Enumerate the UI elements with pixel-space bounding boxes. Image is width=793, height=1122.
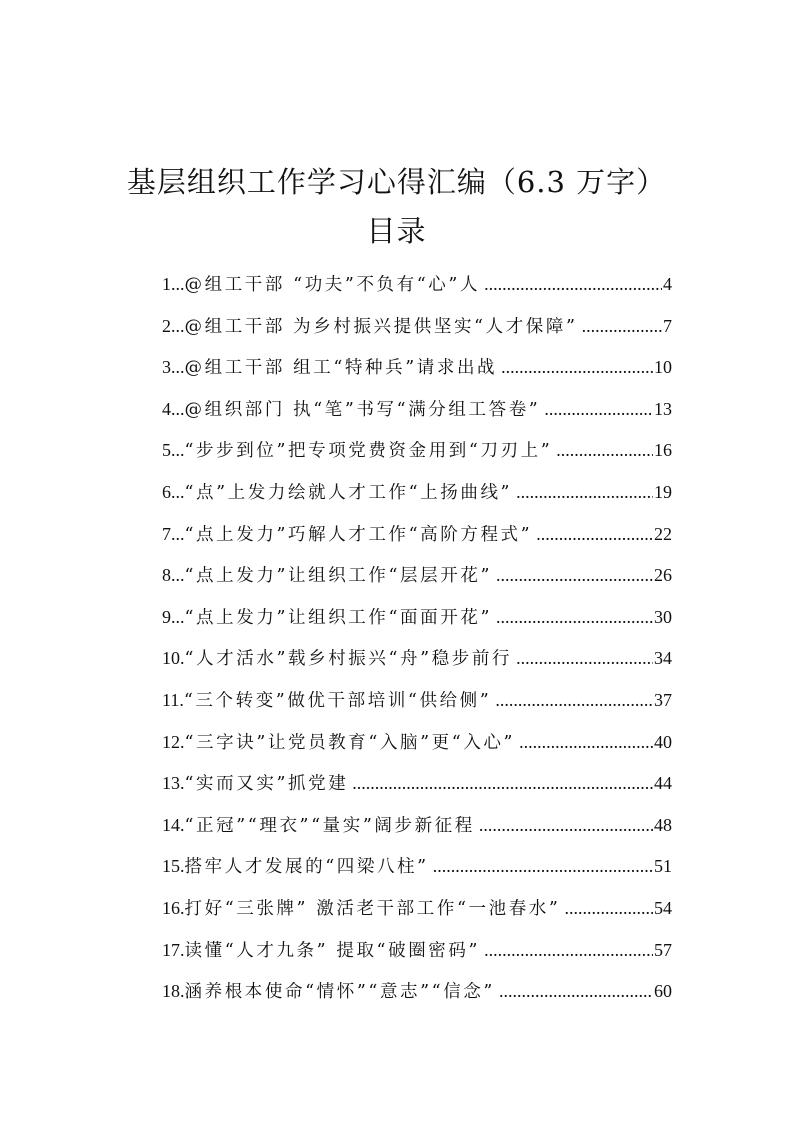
toc-entry[interactable] <box>162 645 672 687</box>
toc-entry-page: 54 <box>654 897 672 918</box>
toc-entry-page: 40 <box>654 731 672 752</box>
toc-entry-number: 10. <box>162 648 185 669</box>
toc-entry-number: 12. <box>162 731 185 752</box>
toc-entry-title: 涵养根本使命“情怀”“意志”“信念” <box>184 982 495 1003</box>
toc-entry-title: 搭牢人才发展的“四梁八柱” <box>184 857 429 878</box>
toc-entry-number: 5... <box>162 440 185 461</box>
toc-entry-page: 22 <box>654 523 672 544</box>
toc-entry-page: 16 <box>654 440 672 461</box>
toc-entry-page: 48 <box>654 814 672 835</box>
toc-entry-number: 4... <box>162 398 185 419</box>
toc-leader-dots <box>501 357 653 378</box>
toc-entry-page: 57 <box>654 939 672 960</box>
toc-entry-title: @组工干部 组工“特种兵”请求出战 <box>184 358 498 379</box>
toc-leader-dots <box>484 274 662 295</box>
toc-entry-page: 13 <box>654 398 672 419</box>
toc-leader-dots <box>484 940 653 961</box>
toc-entry-number: 18. <box>162 981 185 1002</box>
toc-entry[interactable] <box>162 437 672 479</box>
toc-entry-title: “实而又实”抓党建 <box>184 774 349 795</box>
toc-leader-dots <box>544 399 653 420</box>
toc-entry-title: “三个转变”做优干部培训“供给侧” <box>183 690 492 711</box>
toc-entry[interactable] <box>162 604 672 646</box>
toc-entry[interactable] <box>162 895 672 937</box>
toc-leader-dots <box>479 815 653 836</box>
toc-entry[interactable] <box>162 770 672 812</box>
toc-entry-number: 3... <box>162 357 185 378</box>
toc-entry-title: “人才活水”载乡村振兴“舟”稳步前行 <box>184 649 513 670</box>
toc-leader-dots <box>556 440 653 461</box>
toc-entry-page: 51 <box>654 856 672 877</box>
toc-leader-dots <box>519 732 653 753</box>
toc-entry[interactable] <box>162 479 672 521</box>
toc-leader-dots <box>352 773 653 794</box>
toc-entry[interactable] <box>162 687 672 729</box>
toc-entry-title: “步步到位”把专项党费资金用到“刀刃上” <box>184 441 553 462</box>
toc-entry[interactable] <box>162 354 672 396</box>
toc-entry-number: 9... <box>162 606 185 627</box>
toc-entry[interactable] <box>162 853 672 895</box>
toc-entry[interactable] <box>162 396 672 438</box>
toc-entry-page: 7 <box>663 315 672 336</box>
toc-entry-title: @组工干部 “功夫”不负有“心”人 <box>184 275 481 295</box>
toc-leader-dots <box>499 981 653 1002</box>
toc-leader-dots <box>516 648 653 669</box>
toc-leader-dots <box>564 898 653 919</box>
toc-entry[interactable] <box>162 562 672 604</box>
toc-entry-page: 37 <box>654 689 672 710</box>
toc-leader-dots <box>496 607 653 628</box>
toc-leader-dots <box>433 856 653 877</box>
toc-entry-title: “正冠”“理衣”“量实”阔步新征程 <box>184 815 475 836</box>
toc-entry-page: 19 <box>654 481 672 502</box>
toc-entry-title: “点”上发力绘就人才工作“上扬曲线” <box>184 482 513 503</box>
toc-entry-number: 1... <box>162 274 185 294</box>
toc-entry-title: “点上发力”让组织工作“面面开花” <box>184 607 492 628</box>
toc-entry-number: 13. <box>162 773 185 794</box>
toc-heading: 目录 <box>366 214 427 249</box>
document-title: 基层组织工作学习心得汇编（6.3 万字） <box>126 165 667 200</box>
toc-entry-number: 17. <box>162 939 185 960</box>
toc-entry-title: @组工干部 为乡村振兴提供坚实“人才保障” <box>184 316 578 337</box>
toc-entry-page: 44 <box>654 773 672 794</box>
toc-entry[interactable] <box>162 521 672 563</box>
toc-entry-number: 6... <box>162 481 185 502</box>
toc-entry-number: 7... <box>162 523 185 544</box>
toc-entry[interactable] <box>162 729 672 771</box>
toc-entry[interactable] <box>162 271 672 313</box>
toc-leader-dots <box>536 524 653 545</box>
toc-entry-title: “点上发力”巧解人才工作“高阶方程式” <box>184 524 533 545</box>
toc-leader-dots <box>516 482 653 503</box>
toc-entry-number: 16. <box>162 897 185 918</box>
toc-entry-page: 30 <box>654 606 672 627</box>
toc-leader-dots <box>582 316 662 337</box>
toc-entry-title: 打好“三张牌” 激活老干部工作“一池春水” <box>184 898 561 919</box>
toc-entry-title: “三字诀”让党员教育“入脑”更“入心” <box>184 732 516 753</box>
table-of-contents <box>162 271 672 1020</box>
toc-entry-number: 14. <box>162 814 185 835</box>
toc-entry-number: 11. <box>162 689 184 710</box>
toc-entry[interactable] <box>162 937 672 979</box>
toc-entry-title: 读懂“人才九条” 提取“破圈密码” <box>184 940 481 961</box>
toc-entry-title: @组织部门 执“笔”书写“满分组工答卷” <box>184 399 541 420</box>
toc-entry-page: 10 <box>654 357 672 378</box>
toc-entry-number: 2... <box>162 315 185 336</box>
toc-entry-number: 15. <box>162 856 185 877</box>
toc-entry-page: 60 <box>654 981 672 1002</box>
toc-entry-page: 26 <box>654 565 672 586</box>
toc-entry[interactable] <box>162 313 672 355</box>
toc-leader-dots <box>496 565 653 586</box>
toc-entry[interactable] <box>162 978 672 1020</box>
toc-entry-number: 8... <box>162 565 185 586</box>
toc-entry[interactable] <box>162 812 672 854</box>
toc-entry-page: 34 <box>654 648 672 669</box>
toc-leader-dots <box>495 690 653 711</box>
toc-entry-page: 4 <box>663 274 672 294</box>
toc-entry-title: “点上发力”让组织工作“层层开花” <box>184 566 492 587</box>
